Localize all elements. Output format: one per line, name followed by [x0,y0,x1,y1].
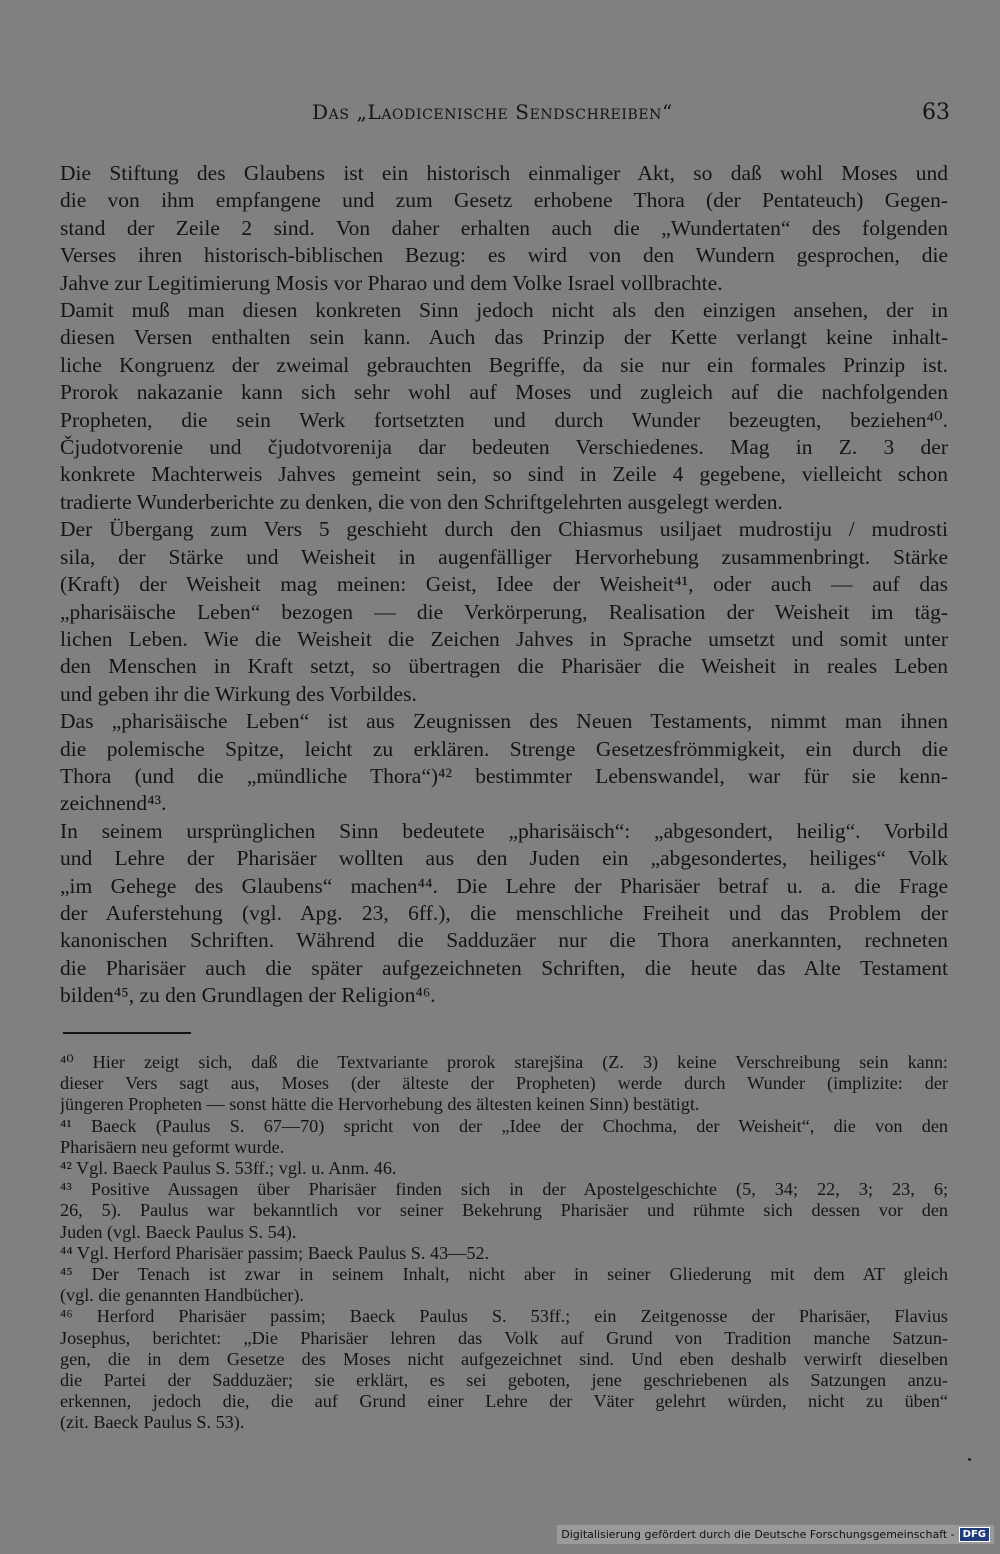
body-line: Damit muß man diesen konkreten Sinn jedoch nicht als den einzigen ansehen, der in [60,298,948,323]
scan-speck [968,1458,971,1461]
dfg-logo-icon: DFG [959,1527,990,1542]
footnote-line: ⁴¹ Baeck (Paulus S. 67—70) spricht von der „Idee der Chochma, der Weisheit“, die von den [60,1115,948,1136]
body-line: Čjudotvorenie und čjudotvorenija dar bedeuten Verschiedenes. Mag in Z. 3 der [60,435,948,460]
body-line: „im Gehege des Glaubens“ machen⁴⁴. Die Lehre der Pharisäer betraf u. a. die Frage [60,873,948,898]
digitization-credit [557,1525,994,1544]
body-line: bilden⁴⁵, zu den Grundlagen der Religion⁴⁶. [60,983,436,1008]
footnote-line: 26, 5). Paulus war bekanntlich vor seiner Bekehrung Pharisäer und rühmte sich dessen vor den [60,1200,948,1221]
body-line: stand der Zeile 2 sind. Von daher erhalten auch die „Wundertaten“ des folgenden [60,215,948,240]
footnote-line: ⁴⁵ Der Tenach ist zwar in seinem Inhalt, nicht aber in seiner Gliederung mit dem AT gleich [60,1264,948,1285]
page-number: 63 [922,100,950,125]
body-line: Das „pharisäische Leben“ ist aus Zeugnissen des Neuen Testaments, nimmt man ihnen [60,709,948,734]
footnote-line: Josephus, berichtet: „Die Pharisäer lehren das Volk auf Grund von Tradition manche Satzun- [60,1327,948,1348]
body-line: Die Stiftung des Glaubens ist ein historisch einmaliger Akt, so daß wohl Moses und [60,161,948,185]
footnote-line: (zit. Baeck Paulus S. 53). [60,1412,245,1433]
body-line: die von ihm empfangene und zum Gesetz erhobene Thora (der Pentateuch) Gegen- [60,188,948,213]
body-line: der Auferstehung (vgl. Apg. 23, 6ff.), die menschliche Freiheit und das Problem der [60,900,948,925]
footnote-line: gen, die in dem Gesetze des Moses nicht aufgezeichnet sind. Und eben deshalb verwirft dieselben [60,1348,948,1369]
footnote-line: (vgl. die genannten Handbücher). [60,1285,304,1306]
body-line: Jahve zur Legitimierung Mosis vor Pharao und dem Volke Israel vollbrachte. [60,270,723,295]
body-line: und geben ihr die Wirkung des Vorbildes. [60,681,417,706]
footnote-line: jüngeren Propheten — sonst hätte die Hervorhebung des ältesten keinen Sinn) bestätigt. [60,1094,700,1115]
footnote-line: ⁴² Vgl. Baeck Paulus S. 53ff.; vgl. u. Anm. 46. [60,1158,397,1179]
footnote-line: ⁴⁴ Vgl. Herford Pharisäer passim; Baeck Paulus S. 43—52. [60,1242,490,1263]
footnote-line: erkennen, jedoch die, die auf Grund einer Lehre der Väter gelehrt würden, nicht zu üben“ [60,1391,948,1412]
footnote-line: die Partei der Sadduzäer; sie erklärt, es sei geboten, jene geschriebenen als Satzungen anzu- [60,1370,948,1391]
body-line: zeichnend⁴³. [60,791,167,816]
body-line: kanonischen Schriften. Während die Sadduzäer nur die Thora anerkannten, rechneten [60,928,948,953]
footnote-divider [63,1032,191,1034]
body-line: die Pharisäer auch die später aufgezeichneten Schriften, die heute das Alte Testament [60,955,948,980]
body-line: tradierte Wunderberichte zu denken, die von den Schriftgelehrten ausgelegt werden. [60,489,783,514]
footnote-line: ⁴³ Positive Aussagen über Pharisäer finden sich in der Apostelgeschichte (5, 34; 22, 3; 23, 6; [60,1179,948,1200]
body-line: den Menschen in Kraft setzt, so übertragen die Pharisäer die Weisheit in reales Leben [60,654,948,679]
credit-text: Digitalisierung gefördert durch die Deutsche Forschungsgemeinschaft - [561,1528,955,1541]
body-line: und Lehre der Pharisäer wollten aus den Juden ein „abgesondertes, heiliges“ Volk [60,846,948,871]
body-line: diesen Versen enthalten sein kann. Auch das Prinzip der Kette verlangt keine inhalt- [60,325,948,350]
footnote-line: Juden (vgl. Baeck Paulus S. 54). [60,1221,297,1242]
footnote-line: ⁴⁶ Herford Pharisäer passim; Baeck Paulus S. 53ff.; ein Zeitgenosse der Pharisäer, Flavius [60,1306,948,1327]
body-line: In seinem ursprünglichen Sinn bedeutete „pharisäisch“: „abgesondert, heilig“. Vorbild [60,818,948,843]
body-line: „pharisäische Leben“ bezogen — die Verkörperung, Realisation der Weisheit im täg- [60,599,948,624]
body-line: Thora (und die „mündliche Thora“)⁴² bestimmter Lebenswandel, war für sie kenn- [60,763,948,788]
body-line: Prorok nakazanie kann sich sehr wohl auf Moses und zugleich auf die nachfolgenden [60,380,948,405]
footnote-line: ⁴⁰ Hier zeigt sich, daß die Textvariante prorok starejšina (Z. 3) keine Verschreibung sein kann: [60,1052,948,1072]
body-line: sila, der Stärke und Weisheit in augenfälliger Hervorhebung zusammenbringt. Stärke [60,544,948,569]
footnotes [60,1052,948,1434]
body-line: Verses ihren historisch-biblischen Bezug: es wird von den Wundern gesprochen, die [60,243,948,268]
body-line: Propheten, die sein Werk fortsetzten und durch Wunder bezeugten, beziehen⁴⁰. [60,407,948,432]
running-header: Das „Laodicenische Sendschreiben“ [312,100,673,124]
body-line: konkrete Machterweis Jahves gemeint sein, so sind in Zeile 4 gegebene, vielleicht schon [60,462,948,487]
body-line: Der Übergang zum Vers 5 geschieht durch den Chiasmus usiljaet mudrostiju / mudrosti [60,517,948,542]
body-text [60,160,948,1010]
body-line: lichen Leben. Wie die Weisheit die Zeichen Jahves in Sprache umsetzt und somit unter [60,626,948,651]
body-line: (Kraft) der Weisheit mag meinen: Geist, Idee der Weisheit⁴¹, oder auch — auf das [60,572,948,597]
body-line: die polemische Spitze, leicht zu erklären. Strenge Gesetzesfrömmigkeit, ein durch die [60,736,948,761]
body-line: liche Kongruenz der zweimal gebrauchten Begriffe, da sie nur ein formales Prinzip ist. [60,352,948,377]
footnote-line: dieser Vers sagt aus, Moses (der älteste der Propheten) werde durch Wunder (implizite: der [60,1073,948,1094]
footnote-line: Pharisäern neu geformt wurde. [60,1136,285,1157]
